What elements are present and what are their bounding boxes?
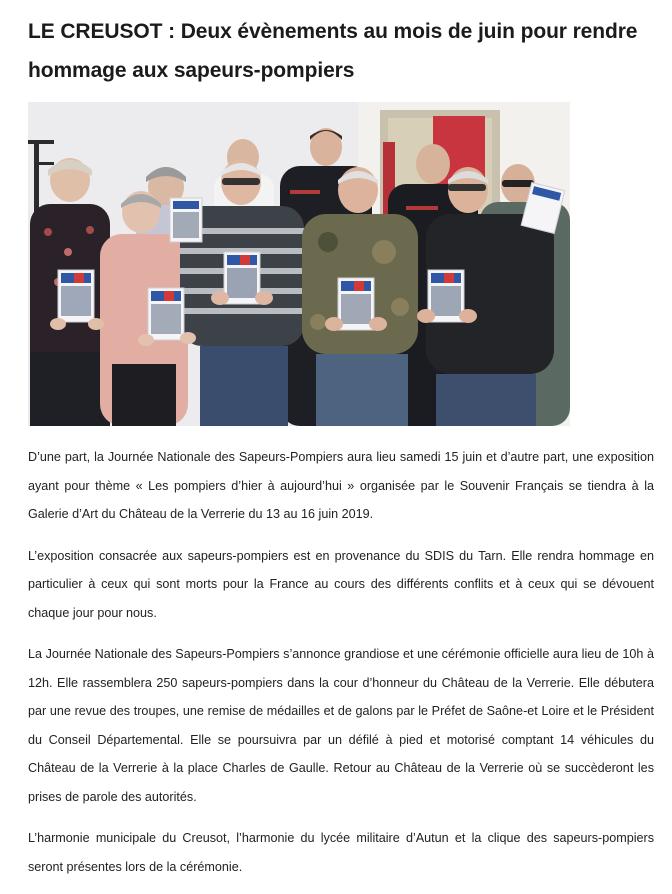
article-paragraph-1: D’une part, la Journée Nationale des Sapeurs-Pompiers aura lieu samedi 15 juin et d’autre part, une exposition ayant pour thème « Les pompiers d’hier à aujourd’hui » organisée par le Souvenir Français se tiendra à la Galerie d’Art du Château de la Verrerie du 13 au 16 juin 2019. — [28, 450, 654, 521]
article-paragraph-2: L’exposition consacrée aux sapeurs-pompiers est en provenance du SDIS du Tarn. Elle rendra hommage en particulier à ceux qui sont morts pour la France au cours des différents conflits et à ceux qui se dévouent chaque jour pour nous. — [28, 548, 654, 620]
group-photo — [28, 102, 570, 426]
article-paragraph-4: L’harmonie municipale du Creusot, l’harmonie du lycée militaire d’Autun et la clique des sapeurs-pompiers seront présentes lors de la cérémonie. — [28, 831, 654, 874]
article — [28, 0, 654, 894]
article-body — [28, 443, 654, 881]
article-paragraph-3: La Journée Nationale des Sapeurs-Pompiers s’annonce grandiose et une cérémonie officielle aura lieu de 10h à 12h. Elle rassemblera 250 sapeurs-pompiers dans la cour d’honneur du Château de la Verrerie. Elle débutera par une revue des troupes, une remise de médailles et de galons par le Préfet de Saône-et Loire et le Président du Conseil Départemental. Elle se poursuivra par un défilé à pied et motorisé comptant 14 véhicules du Château de la Verrerie à la place Charles de Gaulle. Retour au Château de la Verrerie où se succèderont les prises de parole des autorités. — [28, 647, 654, 804]
article-title: LE CREUSOT : Deux évènements au mois de juin pour rendre hommage aux sapeurs-pompiers — [28, 20, 638, 82]
group-photo-illustration — [28, 102, 570, 426]
